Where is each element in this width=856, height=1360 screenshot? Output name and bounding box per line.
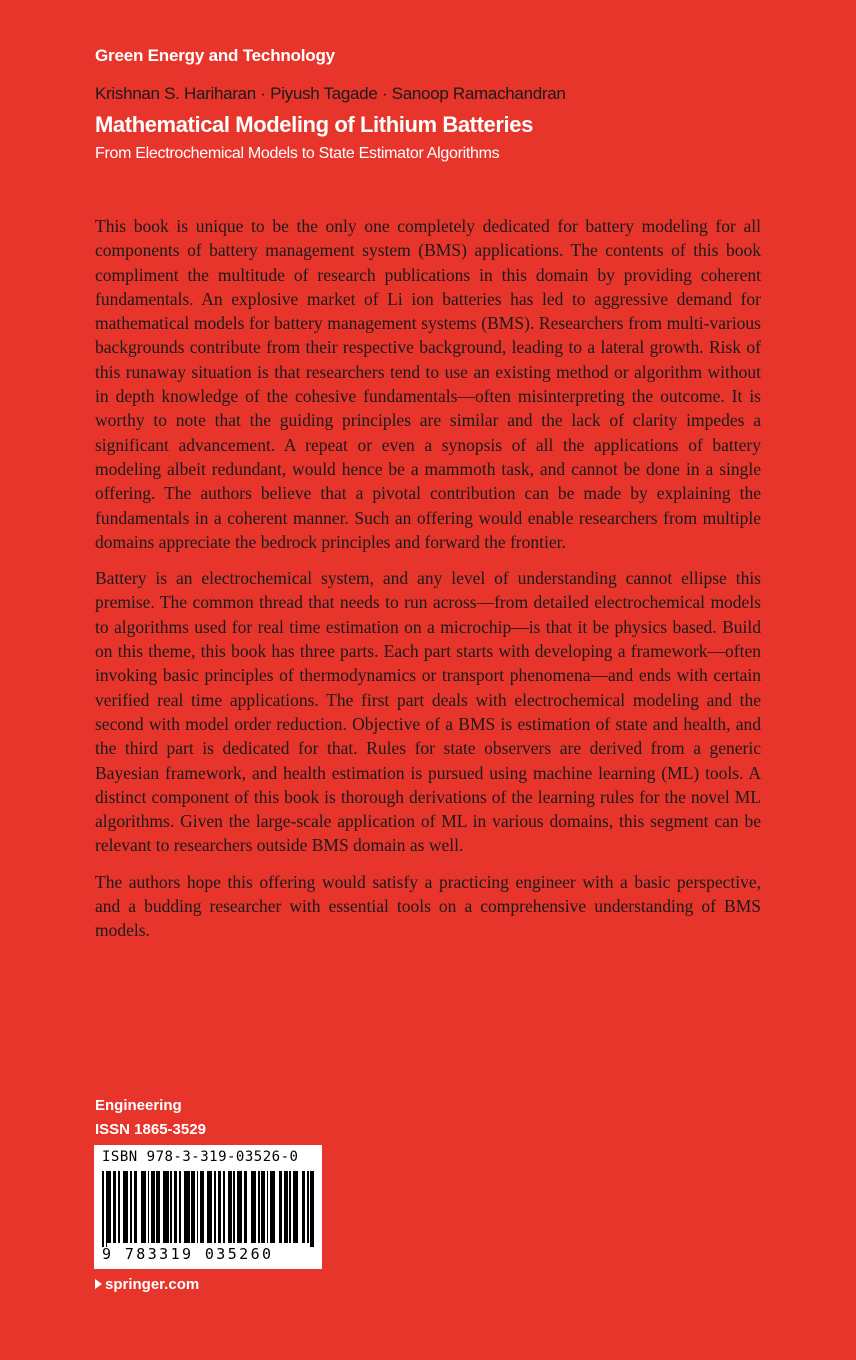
barcode-bar — [130, 1171, 132, 1243]
barcode-bar — [312, 1171, 314, 1247]
barcode-bar — [258, 1171, 260, 1243]
barcode-box — [94, 1145, 322, 1269]
barcode-digits: 9 783319 035260 — [102, 1245, 274, 1263]
barcode-bar — [118, 1171, 120, 1243]
barcode-bar — [240, 1171, 242, 1243]
issn: ISSN 1865-3529 — [95, 1121, 206, 1138]
barcode-bar — [246, 1171, 248, 1243]
barcode-bar — [114, 1171, 116, 1243]
subject-category: Engineering — [95, 1097, 182, 1114]
website-link[interactable] — [95, 1276, 199, 1293]
barcode-bar — [267, 1171, 269, 1243]
barcode-bar — [193, 1171, 195, 1243]
barcode-bar — [281, 1171, 283, 1243]
barcode-bar — [127, 1171, 129, 1243]
barcode-bar — [170, 1171, 172, 1243]
series-name: Green Energy and Technology — [95, 46, 335, 65]
barcode-bar — [223, 1171, 225, 1243]
barcode-bar — [286, 1171, 288, 1243]
barcode-bar — [263, 1171, 265, 1243]
barcode-bar — [303, 1171, 305, 1243]
barcode-bar — [202, 1171, 204, 1243]
book-subtitle: From Electrochemical Models to State Estimator Algorithms — [95, 145, 500, 162]
barcode-bar — [102, 1171, 104, 1247]
book-title: Mathematical Modeling of Lithium Batteries — [95, 112, 533, 137]
barcode-bar — [167, 1171, 169, 1243]
barcode-icon — [102, 1171, 314, 1243]
barcode-bar — [109, 1171, 111, 1243]
barcode-bar — [233, 1171, 235, 1243]
isbn-label: ISBN 978-3-319-03526-0 — [102, 1149, 299, 1165]
barcode-bar — [214, 1171, 216, 1243]
blurb-paragraph-1: This book is unique to be the only one completely dedicated for battery modeling for all components of battery management system (BMS) applications. The contents of this book compliment the multitude of research publications in this domain by providing coherent fundamentals. An explosive market of Li ion batteries has led to aggressive demand for mathematical models for battery management systems (BMS). Researchers from multi-various backgrounds contribute from their respective background, leading to a lateral growth. Risk of this runaway situation is that researchers tend to use an existing method or algorithm without in depth knowledge of the cohesive fundamentals—often misinterpreting the outcome. It is worthy to note that the guiding principles are similar and the lack of clarity impedes a significant advancement. A repeat or even a synopsis of all the applications of battery modeling albeit redundant, would hence be a mammoth task, and cannot be done in a single offering. The authors believe that a pivotal contribution can be made by explaining the fundamentals in a coherent manner. Such an offering would enable researchers from multiple domains appreciate the bedrock principles and forward the frontier. — [95, 216, 761, 552]
barcode-bar — [274, 1171, 276, 1243]
barcode-bar — [289, 1171, 291, 1243]
barcode-bar — [188, 1171, 190, 1243]
blurb-paragraph-2: Battery is an electrochemical system, and any level of understanding cannot ellipse this premise. The common thread that needs to run across—from detailed electrochemical models to algorithms used for real time estimation on a microchip—is that it be physics based. Build on this theme, this book has three parts. Each part starts with developing a framework—often invoking basic principles of thermodynamics or transport phenomena—and ends with certain verified real time applications. The first part deals with electrochemical modeling and the second with model order reduction. Objective of a BMS is estimation of state and health, and the third part is dedicated for that. Rules for state observers are derived from a generic Bayesian framework, and health estimation is pursued using machine learning (ML) tools. A distinct component of this book is thorough derivations of the learning rules for the novel ML algorithms. Given the large-scale application of ML in various domains, this segment can be relevant to researchers outside BMS domain as well. — [95, 568, 761, 856]
blurb — [95, 214, 761, 955]
barcode-bar — [148, 1171, 150, 1243]
barcode-bar — [176, 1171, 178, 1243]
barcode-bar — [197, 1171, 199, 1243]
barcode-bar — [254, 1171, 256, 1243]
barcode-bar — [219, 1171, 221, 1243]
barcode-bar — [296, 1171, 298, 1243]
barcode-bar — [153, 1171, 155, 1243]
website-label: springer.com — [105, 1276, 200, 1293]
barcode-bar — [307, 1171, 309, 1243]
barcode-bar — [158, 1171, 160, 1243]
blurb-paragraph-3: The authors hope this offering would satisfy a practicing engineer with a basic perspective, and a budding researcher with essential tools on a comprehensive understanding of BMS models. — [95, 871, 761, 941]
barcode-bar — [230, 1171, 232, 1243]
barcode-bar — [179, 1171, 181, 1243]
authors: Krishnan S. Hariharan · Piyush Tagade · Sanoop Ramachandran — [95, 84, 566, 103]
arrow-right-icon — [95, 1279, 102, 1289]
barcode-bar — [144, 1171, 146, 1243]
barcode-bar — [211, 1171, 213, 1243]
barcode-bar — [135, 1171, 137, 1243]
